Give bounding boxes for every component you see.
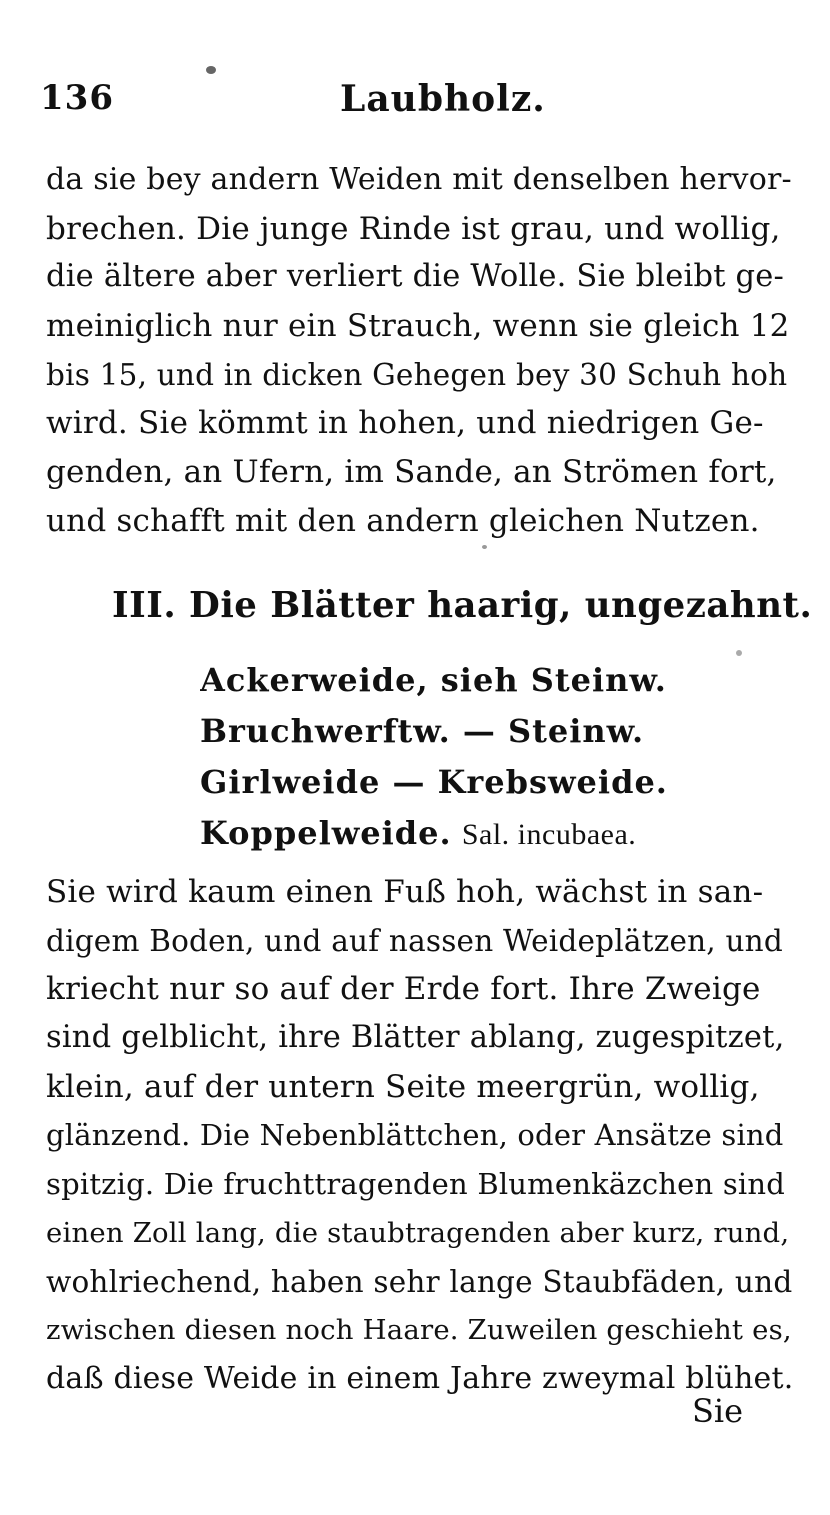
text-line: spitzig. Die fruchttragenden Blumenkäzchen sind [46,1167,786,1202]
text-line: wird. Sie kömmt in hohen, und niedrigen Ge- [46,405,764,442]
entry-term: Girlweide — Krebsweide. [200,763,668,801]
text-line: meiniglich nur ein Strauch, wenn sie gleich 12 [46,308,790,345]
text-line: da sie bey andern Weiden mit denselben hervor- [46,162,792,197]
text-line: digem Boden, und auf nassen Weideplätzen, und [46,923,783,958]
text-line: bis 15, und in dicken Gehegen bey 30 Schuh hoh [46,357,788,392]
cross-reference-entry [200,706,760,757]
text-line: Sie wird kaum einen Fuß hoh, wächst in san- [46,874,764,910]
text-line: kriecht nur so auf der Erde fort. Ihre Zweige [46,971,761,1008]
entry-term: Koppelweide. [200,814,452,852]
text-line: wohlriechend, haben sehr lange Staubfäden, und [46,1264,793,1299]
ink-speck [736,650,742,656]
paragraph-2 [46,868,794,1404]
entry-term: Ackerweide, sieh Steinw. [200,661,667,699]
text-line: daß diese Weide in einem Jahre zweymal blühet. [46,1360,794,1396]
text-line: glänzend. Die Nebenblättchen, oder Ansätze sind [46,1118,784,1153]
page-header [40,78,800,124]
text-line: sind gelblicht, ihre Blätter ablang, zugespitzet, [46,1020,785,1056]
paragraph-1 [46,156,794,546]
text-line: genden, an Ufern, im Sande, an Strömen fort, [46,454,777,491]
cross-reference-entry [200,757,760,808]
latin-name: Sal. incubaea. [461,818,637,851]
cross-reference-entry [200,655,760,706]
text-line: die ältere aber verliert die Wolle. Sie bleibt ge- [46,259,785,295]
page-number: 136 [40,78,114,118]
ink-speck [206,66,216,74]
running-head: Laubholz. [340,78,546,120]
section-heading: III. Die Blätter haarig, ungezahnt. [112,585,813,626]
entry-term: Bruchwerftw. — Steinw. [200,712,645,750]
text-line: brechen. Die junge Rinde ist grau, und wollig, [46,210,781,247]
cross-reference-list [200,655,760,859]
text-line: einen Zoll lang, die staubtragenden aber kurz, rund, [46,1216,790,1249]
ink-speck [482,545,487,549]
catchword: Sie [692,1392,744,1430]
text-line: klein, auf der untern Seite meergrün, wollig, [46,1068,760,1105]
text-line: zwischen diesen noch Haare. Zuweilen geschieht es, [46,1314,792,1347]
species-entry [200,808,760,859]
text-line: und schafft mit den andern gleichen Nutzen. [46,502,760,539]
